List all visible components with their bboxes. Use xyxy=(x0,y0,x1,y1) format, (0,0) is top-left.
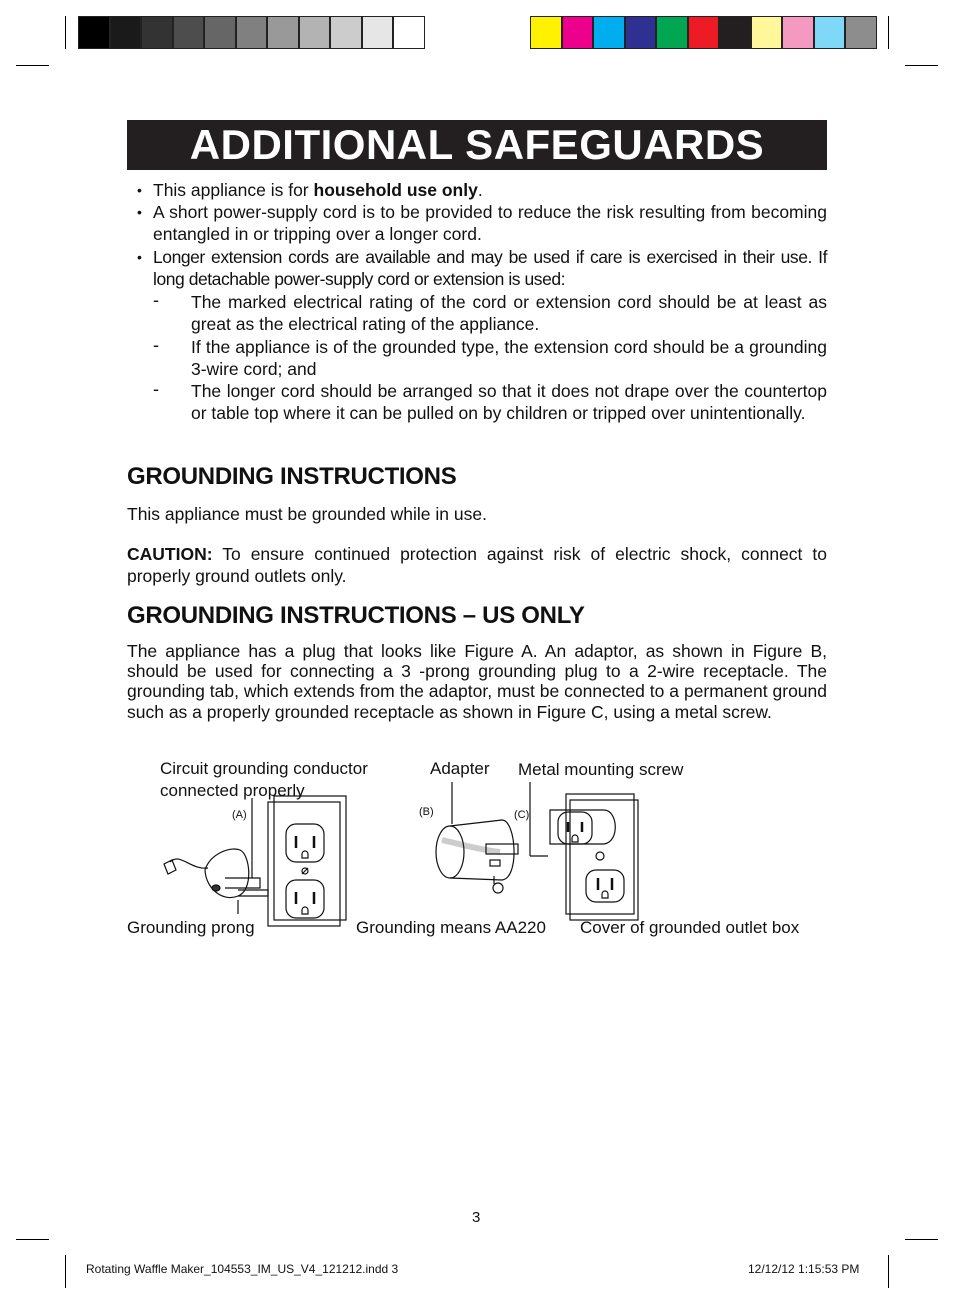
dash-item xyxy=(127,380,827,446)
caution-paragraph xyxy=(127,543,827,587)
bullet-item xyxy=(127,201,827,245)
wall-outlet-icon xyxy=(268,796,346,926)
crop-mark xyxy=(905,1239,938,1240)
color-swatch xyxy=(530,16,562,49)
color-swatch xyxy=(267,16,299,49)
color-swatch xyxy=(362,16,394,49)
color-swatch xyxy=(593,16,625,49)
footer-filename: Rotating Waffle Maker_104553_IM_US_V4_121212.indd 3 xyxy=(86,1262,399,1276)
dash-item xyxy=(127,336,827,380)
us-only-paragraph: The appliance has a plug that looks like Figure A. An adaptor, as shown in Figure B, should be used for connecting a 3 -prong grounding plug to a 2-wire receptacle. The grounding tab, which extends from the adaptor, must be connected to a permanent ground such as a properly grounded receptacle as shown in Figure C, using a metal screw. xyxy=(127,641,827,722)
dash-item xyxy=(127,291,827,335)
color-swatch xyxy=(751,16,783,49)
section-heading-grounding: GROUNDING INSTRUCTIONS xyxy=(127,463,457,490)
caution-text: To ensure continued protection against risk of electric shock, connect to properly ground outlets only. xyxy=(127,544,827,586)
bullet-item xyxy=(127,246,827,290)
bullet-suffix: . xyxy=(477,180,483,200)
crop-mark xyxy=(888,1255,889,1288)
page-number: 3 xyxy=(472,1209,481,1226)
bullet-item xyxy=(127,179,827,201)
bullet-text: Longer extension cords are available and may be used if care is exercised in their use. If long detachable power-supply cord or extension is used: xyxy=(153,247,827,289)
page-title: ADDITIONAL SAFEGUARDS xyxy=(189,121,765,168)
label-grounding-means: Grounding means AA220 xyxy=(356,918,546,937)
title-banner xyxy=(127,120,827,170)
label-adapter: Adapter xyxy=(430,759,490,778)
crop-mark xyxy=(16,1239,49,1240)
color-swatch xyxy=(330,16,362,49)
crop-mark xyxy=(65,16,66,49)
color-swatch xyxy=(110,16,142,49)
dash-text: The marked electrical rating of the cord or extension cord should be at least as great as the electrical rating of the appliance. xyxy=(191,292,827,334)
color-swatch xyxy=(688,16,720,49)
bullet-text: A short power-supply cord is to be provided to reduce the risk resulting from becoming entangled in or tripping over a longer cord. xyxy=(153,202,827,244)
section-heading-us-only: GROUNDING INSTRUCTIONS – US ONLY xyxy=(127,602,585,629)
color-swatch xyxy=(625,16,657,49)
dash-mark: - xyxy=(153,290,159,310)
adapter-outlet-icon xyxy=(550,794,638,920)
label-line: connected properly xyxy=(160,781,305,800)
grounding-text: This appliance must be grounded while in use. xyxy=(127,504,487,524)
color-swatch xyxy=(204,16,236,49)
color-swatch xyxy=(719,16,751,49)
caution-label: CAUTION: xyxy=(127,544,213,564)
color-swatch xyxy=(78,16,110,49)
color-swatch xyxy=(814,16,846,49)
color-swatch xyxy=(236,16,268,49)
footer-timestamp: 12/12/12 1:15:53 PM xyxy=(748,1262,860,1276)
dash-text: If the appliance is of the grounded type, the extension cord should be a grounding 3-wire cord; and xyxy=(191,337,827,379)
label-line: Circuit grounding conductor xyxy=(160,759,368,778)
grounding-illustration xyxy=(150,780,670,930)
crop-mark xyxy=(16,65,49,66)
color-swatch xyxy=(393,16,425,49)
dash-mark: - xyxy=(153,335,159,355)
bullet-emphasis: household use only xyxy=(313,180,478,200)
figure-a-label: (A) xyxy=(232,809,247,821)
color-swatch xyxy=(141,16,173,49)
label-grounding-prong: Grounding prong xyxy=(127,918,255,937)
label-metal-screw: Metal mounting screw xyxy=(518,760,684,779)
color-swatch xyxy=(173,16,205,49)
label-outlet-cover: Cover of grounded outlet box xyxy=(580,918,800,937)
color-swatch xyxy=(782,16,814,49)
crop-mark xyxy=(65,1255,66,1288)
color-swatch xyxy=(562,16,594,49)
color-swatch xyxy=(299,16,331,49)
adapter-icon xyxy=(436,820,518,893)
bullet-text: This appliance is for xyxy=(153,180,314,200)
bullet-dot: • xyxy=(137,249,142,265)
crop-mark xyxy=(888,16,889,49)
color-swatch xyxy=(656,16,688,49)
dash-mark: - xyxy=(153,379,159,399)
crop-mark xyxy=(905,65,938,66)
bullet-dot: • xyxy=(137,182,142,198)
color-swatch xyxy=(845,16,877,49)
bullet-dot: • xyxy=(137,204,142,220)
dash-text: The longer cord should be arranged so that it does not drape over the countertop or table top where it can be pulled on by children or tripped over unintentionally. xyxy=(191,381,827,423)
figure-b-label: (B) xyxy=(419,806,434,818)
figure-c-label: (C) xyxy=(514,809,530,821)
